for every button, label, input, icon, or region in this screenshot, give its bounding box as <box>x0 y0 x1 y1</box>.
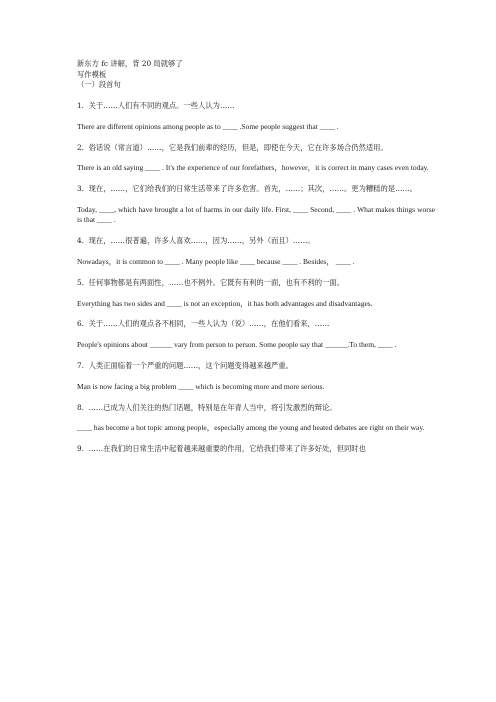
item-2-zh: 2. 俗话说（常言道）……，它是我们前辈的经历，但是，即使在今天，它在许多场合仍然适用。 <box>77 142 388 152</box>
document-page <box>77 59 435 455</box>
item-2-en: There is an old saying ____ . It's the experience of our forefathers，however，it is correct in many cases even today. <box>77 163 429 173</box>
item-4-en: Nowadays，it is common to ____ . Many people like ____ because ____ . Besides， ____ . <box>77 257 355 267</box>
item-7-zh: 7. 人类正面临着一个严重的问题……，这个问题变得越来越严重。 <box>77 360 293 370</box>
item-6-zh: 6. 关于……人们的观点各不相同，一些人认为（说）……，在他们看来，…… <box>77 319 330 329</box>
item-3-en: Today, ____, which have brought a lot of harms in our daily life. First, ____ Second, ____ . What makes things worse is that ____ . <box>77 204 437 225</box>
item-6-en: People's opinions about ______ vary from person to person. Some people say that ______.To them, ____ . <box>77 340 397 350</box>
doc-title: 新东方 fc 讲解，背 20 局就够了 <box>77 59 183 68</box>
item-1-zh: 1. 关于……人们有不同的观点。一些人认为…… <box>77 100 235 110</box>
item-5-en: Everything has two sides and ____ is not an exception，it has both advantages and disadvantages. <box>77 298 373 308</box>
item-3-zh: 3. 现在，……，它们给我们的日常生活带来了许多危害。首先，……；其次，……。更为糟糕的是……。 <box>77 184 417 194</box>
item-7-en: Man is now facing a big problem ____ which is becoming more and more serious. <box>77 381 325 391</box>
section-heading: （一）段首句 <box>77 80 121 90</box>
item-1-en: There are different opinions among people as to ____ .Some people suggest that ____ . <box>77 121 339 131</box>
item-8-en: ____ has become a hot topic among people，especially among the young and heated debates are right on their way. <box>77 423 425 433</box>
item-4-zh: 4. 现在，……很普遍，许多人喜欢……，因为……，另外（而且）……。 <box>77 236 315 246</box>
doc-subtitle: 写作模板 <box>77 69 107 79</box>
item-9-zh: 9. ……在我们的日常生活中起着越来越重要的作用，它给我们带来了许多好处，但同时也 <box>77 444 366 454</box>
item-5-zh: 5. 任何事物都是有两面性，……也不例外。它既有有利的一面，也有不利的一面。 <box>77 277 344 287</box>
item-8-zh: 8. ……已成为人们关注的热门话题，特别是在年青人当中，将引发激烈的辩论。 <box>77 402 337 412</box>
